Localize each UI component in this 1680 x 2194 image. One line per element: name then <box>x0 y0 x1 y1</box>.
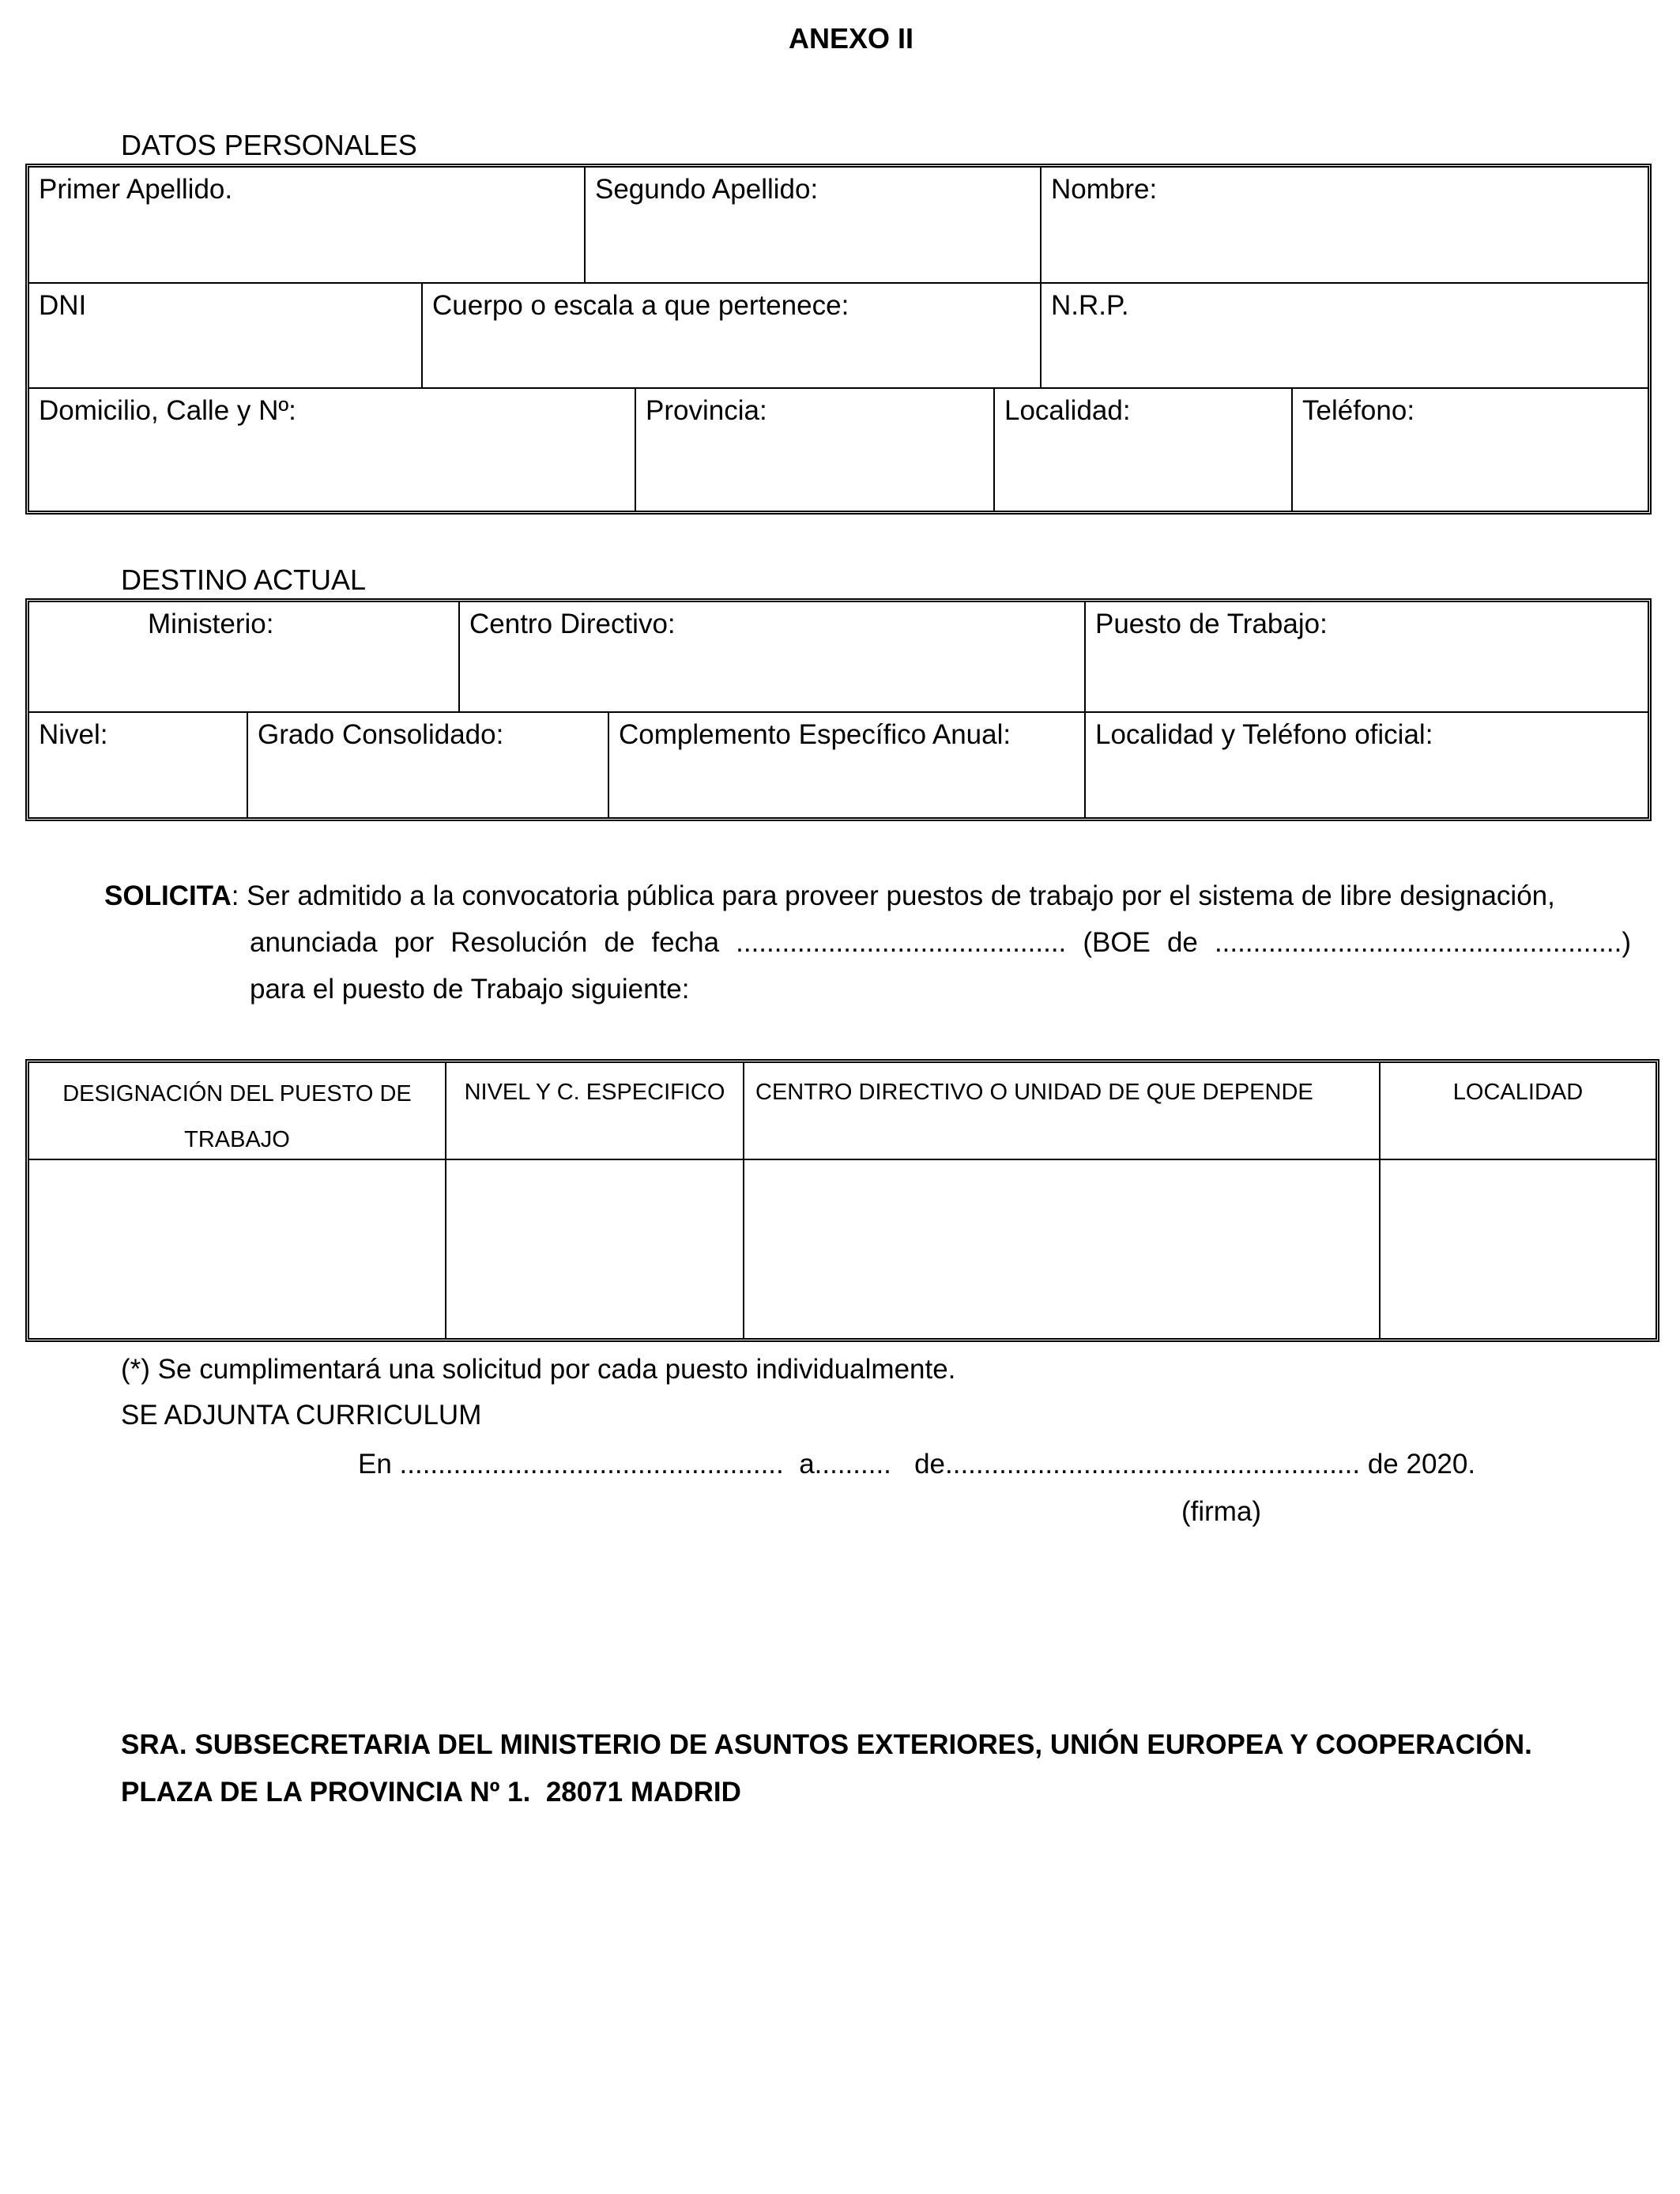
solicita-line-2: anunciada por Resolución de fecha ........................................... (BOE de .....................................................) <box>250 927 1631 958</box>
field-label: DNI <box>39 290 87 321</box>
fecha-line: En .................................................. a.......... de...................................................... de 2020. <box>358 1449 1476 1480</box>
solicita-text: : Ser admitido a la convocatoria pública para proveer puestos de trabajo por el sistema de libre designación, <box>231 880 1555 911</box>
input-designacion[interactable] <box>29 1159 445 1338</box>
puestos-table <box>25 1059 1659 1342</box>
field-segundo-apellido[interactable] <box>584 168 1040 282</box>
field-ministerio[interactable] <box>29 602 458 711</box>
input-localidad[interactable] <box>1379 1159 1656 1338</box>
solicita-label: SOLICITA <box>104 880 232 911</box>
field-label: Localidad y Teléfono oficial: <box>1095 719 1433 750</box>
field-puesto-trabajo[interactable] <box>1084 602 1648 711</box>
field-label: Nombre: <box>1051 174 1158 205</box>
page-title: ANEXO II <box>789 22 914 55</box>
field-label: N.R.P. <box>1051 290 1129 321</box>
field-cuerpo-escala[interactable] <box>421 282 1040 387</box>
col-header-designacion: DESIGNACIÓN DEL PUESTO DE TRABAJO <box>62 1081 412 1152</box>
field-label: Complemento Específico Anual: <box>619 719 1011 750</box>
firma-label: (firma) <box>1181 1496 1262 1527</box>
field-label: Segundo Apellido: <box>595 174 819 205</box>
field-label: Centro Directivo: <box>469 609 676 639</box>
destinatario-line-1: SRA. SUBSECRETARIA DEL MINISTERIO DE ASUNTOS EXTERIORES, UNIÓN EUROPEA Y COOPERACIÓN. <box>121 1729 1532 1760</box>
col-header-centro-directivo: CENTRO DIRECTIVO O UNIDAD DE QUE DEPENDE <box>743 1063 1379 1159</box>
col-header-localidad: LOCALIDAD <box>1379 1063 1656 1159</box>
solicita-line-3: para el puesto de Trabajo siguiente: <box>250 974 690 1005</box>
field-nrp[interactable] <box>1040 282 1648 387</box>
field-telefono[interactable] <box>1291 387 1648 511</box>
field-localidad-telefono-oficial[interactable] <box>1084 711 1648 817</box>
field-label: Domicilio, Calle y Nº: <box>39 395 296 426</box>
section-heading-destino-actual: DESTINO ACTUAL <box>121 564 367 596</box>
field-label: Primer Apellido. <box>39 174 233 205</box>
field-provincia[interactable] <box>635 387 993 511</box>
field-label: Grado Consolidado: <box>258 719 504 750</box>
adjunta-curriculum: SE ADJUNTA CURRICULUM <box>121 1400 482 1431</box>
input-centro-directivo[interactable] <box>743 1159 1379 1338</box>
input-nivel[interactable] <box>445 1159 743 1338</box>
field-label: Teléfono: <box>1302 395 1415 426</box>
field-localidad[interactable] <box>993 387 1291 511</box>
solicita-line-1 <box>104 880 1555 912</box>
field-label: Cuerpo o escala a que pertenece: <box>432 290 849 321</box>
section-heading-datos-personales: DATOS PERSONALES <box>121 129 417 161</box>
field-dni[interactable] <box>29 282 421 387</box>
destinatario-line-2: PLAZA DE LA PROVINCIA Nº 1. 28071 MADRID <box>121 1777 741 1808</box>
field-nombre[interactable] <box>1040 168 1648 282</box>
col-header-nivel: NIVEL Y C. ESPECIFICO <box>445 1063 743 1159</box>
field-label: Provincia: <box>646 395 767 426</box>
field-nivel[interactable] <box>29 711 247 817</box>
field-label: Nivel: <box>39 719 108 750</box>
field-label: Ministerio: <box>148 609 274 639</box>
datos-personales-table <box>25 164 1652 515</box>
field-complemento-especifico[interactable] <box>608 711 1084 817</box>
footnote: (*) Se cumplimentará una solicitud por cada puesto individualmente. <box>121 1354 956 1385</box>
field-label: Puesto de Trabajo: <box>1095 609 1328 639</box>
field-centro-directivo[interactable] <box>458 602 1084 711</box>
field-label: Localidad: <box>1004 395 1131 426</box>
destino-actual-table <box>25 598 1652 821</box>
field-primer-apellido[interactable] <box>29 168 584 282</box>
field-domicilio[interactable] <box>29 387 635 511</box>
field-grado-consolidado[interactable] <box>247 711 608 817</box>
